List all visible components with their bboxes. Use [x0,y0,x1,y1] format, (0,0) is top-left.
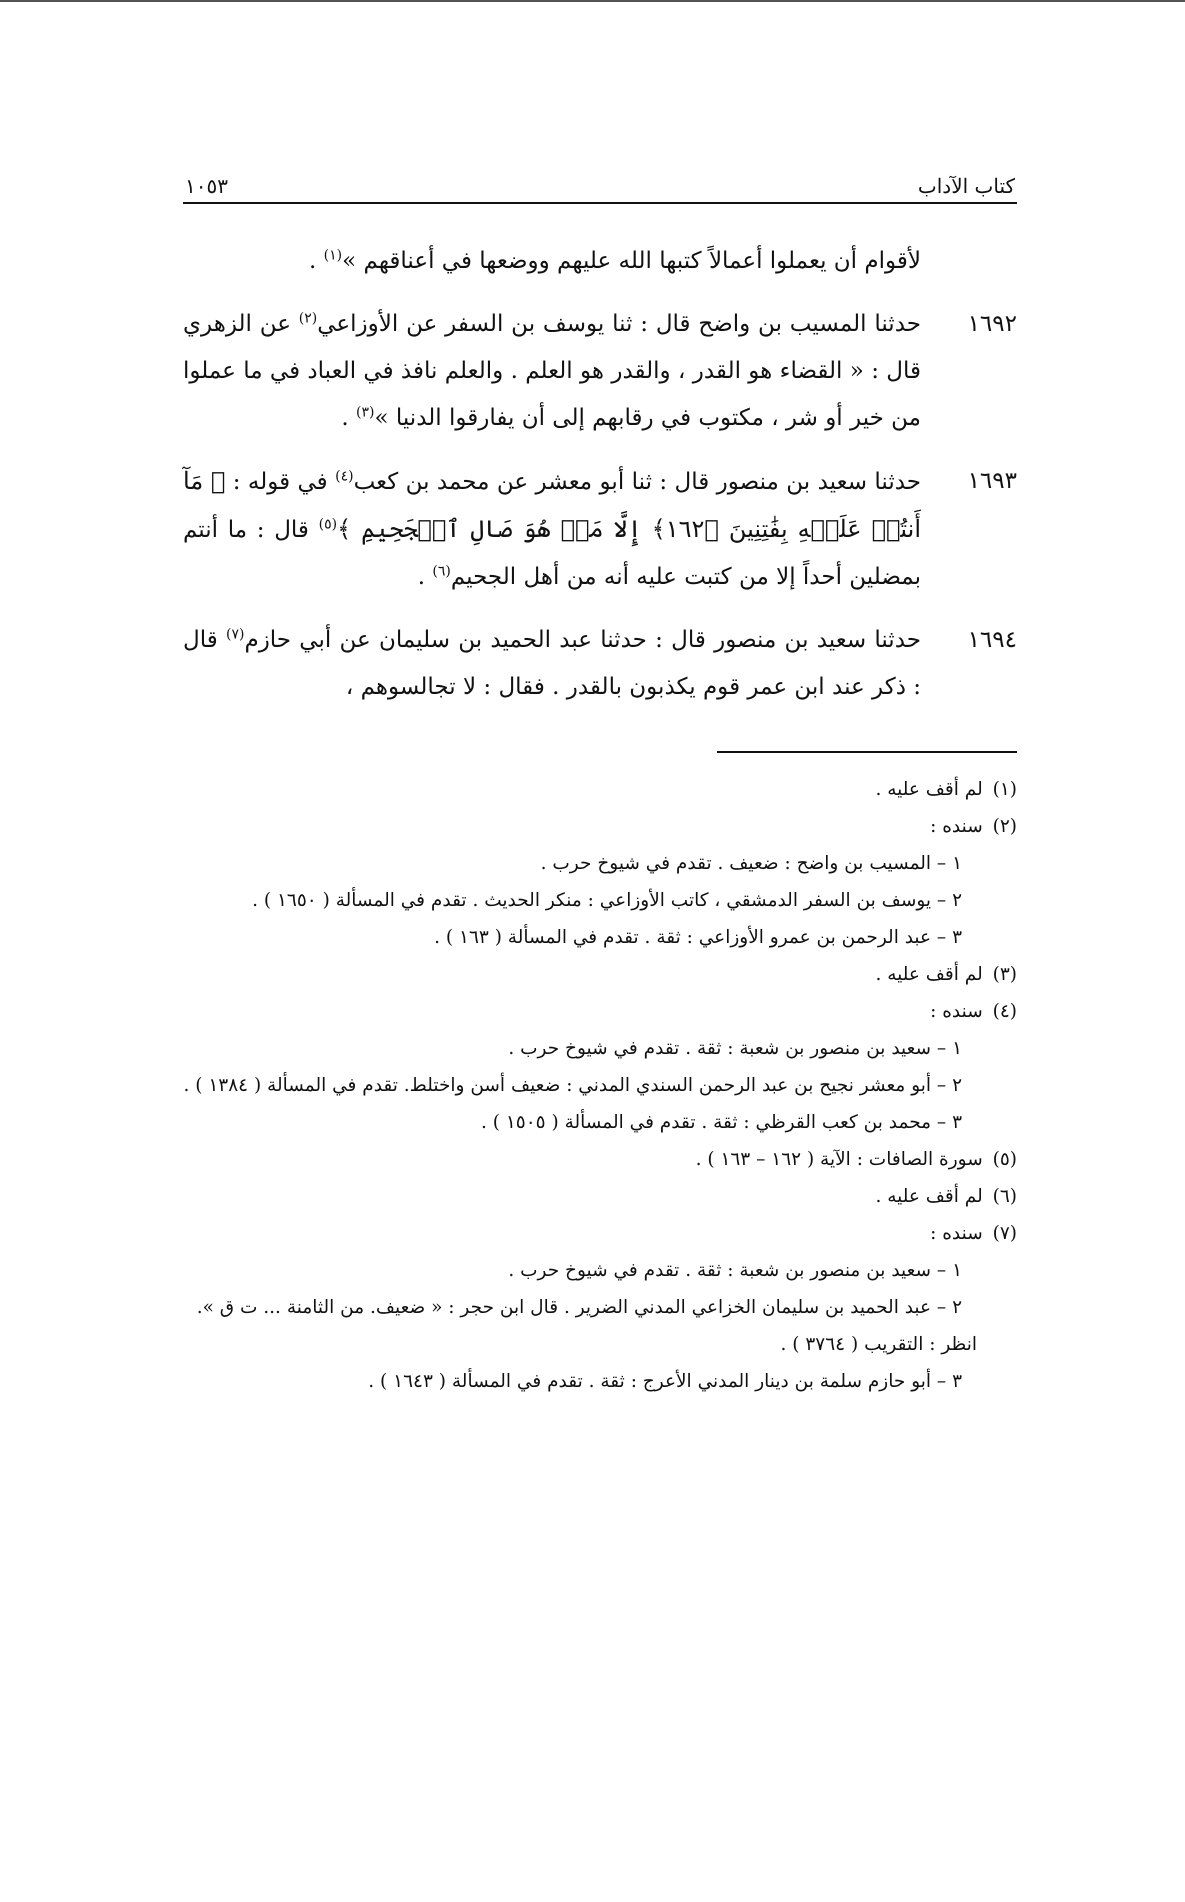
footnote-reference: (١) [323,247,343,264]
text-run: لأقوام أن يعملوا أعمالاً كتبها الله عليهم ووضعها في أعناقهم » [342,248,921,274]
text-run: حدثنا سعيد بن منصور قال : حدثنا عبد الحميد بن سليمان عن أبي حازم [244,627,922,653]
main-text [183,238,1017,711]
text-run: . [309,248,324,274]
footnote-item: ٣ – عبد الرحمن بن عمرو الأوزاعي : ثقة . تقدم في المسألة ( ١٦٣ ) . [434,927,962,948]
footnote-mark: (٣) [992,964,1017,985]
footnote [183,956,1017,993]
footnote-text: سورة الصافات : الآية ( ١٦٢ – ١٦٣ ) . [695,1149,983,1170]
footnote [183,808,1017,845]
footnote [183,1141,1017,1178]
footnote-mark: (٥) [992,1149,1017,1170]
book-title: كتاب الآداب [917,174,1015,198]
text-run: حدثنا سعيد بن منصور قال : ثنا أبو معشر عن محمد بن كعب [353,469,922,495]
text-run: . [341,405,356,431]
footnote-text: لم أقف عليه . [875,779,983,800]
text-run: قال : ما أنتم بمضلين أحداً إلا من كتبت عليه أنه من أهل الجحيم [183,517,921,590]
footnote-reference: (٢) [298,310,318,327]
footnote-mark: (١) [992,779,1017,800]
text-run: قال : ذكر عند ابن عمر قوم يكذبون بالقدر . فقال : لا تجالسوهم ، [183,627,921,700]
paragraph-text [183,238,1017,285]
footnote [183,1215,1017,1252]
footnote-item: ١ – سعيد بن منصور بن شعبة : ثقة . تقدم في شيوخ حرب . [508,1260,962,1281]
running-header [183,160,1017,204]
footnote-text: لم أقف عليه . [875,964,983,985]
text-run: حدثنا المسيب بن واضح قال : ثنا يوسف بن السفر عن الأوزاعي [317,311,921,337]
footnote [183,993,1017,1030]
footnote-reference: (٥) [318,516,338,533]
text-run: في قوله : [225,469,336,495]
footnote-item: ٣ – أبو حازم سلمة بن دينار المدني الأعرج : ثقة . تقدم في المسألة ( ١٦٤٣ ) . [368,1371,962,1392]
scan-top-edge [0,0,1185,2]
footnote-separator [717,751,1017,753]
footnote-reference: (٤) [335,468,354,485]
footnote-item: ١ – سعيد بن منصور بن شعبة : ثقة . تقدم في شيوخ حرب . [508,1038,962,1059]
footnote-item: ٣ – محمد بن كعب القرظي : ثقة . تقدم في المسألة ( ١٥٠٥ ) . [481,1112,962,1133]
footnote [183,771,1017,808]
page-number: ١٠٥٣ [185,174,228,198]
footnote-text: لم أقف عليه . [875,1186,983,1207]
footnote-mark: (٤) [992,1001,1017,1022]
paragraph-number: ١٦٩٣ [967,468,1017,494]
footnote-mark: (٧) [992,1223,1017,1244]
footnote-item: ٢ – أبو معشر نجيح بن عبد الرحمن السندي المدني : ضعيف أسن واختلط. تقدم في المسألة ( ١٣٨٤ ) . [183,1075,962,1096]
footnote-item: ٢ – يوسف بن السفر الدمشقي ، كاتب الأوزاعي : منكر الحديث . تقدم في المسألة ( ١٦٥٠ ) . [252,890,962,911]
footnote-reference: (٦) [432,563,451,580]
footnotes [183,771,1017,1400]
footnote-item: انظر : التقريب ( ٣٧٦٤ ) . [780,1334,977,1355]
paragraph-number: ١٦٩٢ [967,311,1017,337]
text-run: . [417,564,433,590]
footnote-item: ٢ – عبد الحميد بن سليمان الخزاعي المدني الضرير . قال ابن حجر : « ضعيف. من الثامنة ... ت ق ». [196,1297,962,1318]
paragraph-text [183,617,921,711]
paragraph-p1692 [183,301,1017,442]
footnote-text: سنده : [930,816,983,837]
footnote-reference: (٧) [225,626,245,643]
footnote-text: سنده : [930,1223,983,1244]
paragraph-text [183,301,921,442]
footnote-text: سنده : [930,1001,983,1022]
paragraph-p1693 [183,458,1017,601]
paragraph-text [183,458,921,601]
footnote-mark: (٦) [992,1186,1017,1207]
paragraph-cont [183,238,1017,285]
footnote [183,1178,1017,1215]
footnote-reference: (٣) [356,404,375,421]
footnote-item: ١ – المسيب بن واضح : ضعيف . تقدم في شيوخ حرب . [540,853,962,874]
text-run: عن الزهري قال : « القضاء هو القدر ، والقدر هو العلم . والعلم نافذ في العباد في ما عملوا من خير أو شر ، مكتوب في رقابهم إلى أن يفارقوا الدنيا » [183,311,921,431]
footnote-mark: (٢) [992,816,1017,837]
book-page [183,160,1017,1400]
quran-verse: ﴿ مَآ أَنتُمۡ عَلَيۡهِ بِفَٰتِنِينَ ﴿١٦٢﴾ إِلَّا مَنۡ هُوَ صَالِ ٱلۡجَحِيمِ ﴾ [183,467,922,543]
paragraph-number: ١٦٩٤ [967,627,1017,653]
paragraph-p1694 [183,617,1017,711]
